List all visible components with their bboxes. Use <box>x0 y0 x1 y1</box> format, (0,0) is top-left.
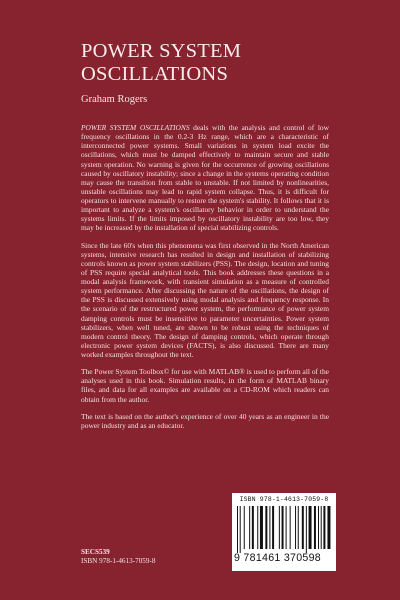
description-lead-title: POWER SYSTEM OSCILLATIONS <box>81 123 190 132</box>
barcode-bar <box>309 506 312 549</box>
barcode-bar <box>290 506 291 549</box>
barcode-bar <box>302 506 304 549</box>
description-paragraph-3: The Power System Toolbox© for use with MATLAB® is used to perform all of the analyses used in this book. Simulation results, in the form of MATLAB binary files, and data for all examples are available on a CD-ROM which readers can obtain from the author. <box>81 367 329 404</box>
barcode-bar <box>327 506 330 549</box>
barcode-bar <box>318 506 319 549</box>
barcode-isbn-label: ISBN 978-1-4613-7059-8 <box>239 496 329 503</box>
barcode-bar <box>237 506 238 553</box>
barcode-bar <box>257 506 258 549</box>
barcode-bar <box>321 506 322 549</box>
barcode-digits: 9 781461 370598 <box>234 552 321 564</box>
series-info <box>81 548 155 566</box>
barcode-bar <box>244 506 245 549</box>
barcode-bar <box>260 506 263 549</box>
description-paragraph-1 <box>81 123 329 233</box>
barcode-bars <box>237 506 332 553</box>
description-paragraph-4: The text is based on the author's experience of over 40 years as an engineer in the power industry and as an educator. <box>81 411 329 430</box>
barcode-bar <box>272 506 274 549</box>
barcode-bar <box>252 506 254 549</box>
barcode-bar <box>298 506 299 549</box>
barcode-bar <box>282 506 284 549</box>
description <box>81 123 329 438</box>
barcode-bar <box>240 506 241 553</box>
barcode-bar <box>295 506 296 549</box>
title-line-1: POWER SYSTEM <box>81 40 242 62</box>
barcode-bar <box>314 506 316 549</box>
barcode-bar <box>265 506 267 549</box>
description-paragraph-1-text: deals with the analysis and control of low frequency oscillations in the 0.2-3 Hz range, which are a characteristic of interconnected power systems. Small variations in system load excite the oscillations, which must be damped effectively to maintain secure and stable system operation. No warning is given for the occurrence of growing oscillations caused by oscillatory instability; since a change in the systems operating condition may cause the transition from stable to unstable. If not limited by nonlinearities, unstable oscillations may lead to rapid system collapse. Thus, it is difficult for operators to intervene manually to restore the system's stability. It follows that it is important to analyze a system's oscillatory behavior in order to understand the systems limits. If the limits imposed by oscillatory instability are too low, they may be increased by the installation of special stabilizing controls. <box>81 123 329 233</box>
title-line-2: OSCILLATIONS <box>81 63 229 85</box>
barcode-bar <box>323 506 325 549</box>
barcode-bar <box>269 506 270 549</box>
barcode-bar <box>286 506 287 549</box>
description-paragraph-2: Since the late 60's when this phenomena was first observed in the North American systems, intensive research has resulted in design and installation of stabilizing controls known as power system stabilizers (PSS). The design, location and tuning of PSS require special analytical tools. This book addresses these questions in a modal analysis framework, with transient simulation as a measure of controlled system performance. After discussing the nature of the oscillations, the design of the PSS is discussed extensively using modal analysis and frequency response. In the scenario of the restructured power system, the performance of power system damping controls must be insensitive to parameter uncertainties. Power system stabilizers, when well tuned, are shown to be robust using the techniques of modern control theory. The design of damping controls, which operate through electronic power system devices (FACTS), is also discussed. There are many worked examples throughout the text. <box>81 240 329 359</box>
barcode-bar <box>279 506 280 549</box>
series-isbn: ISBN 978-1-4613-7059-8 <box>81 557 156 565</box>
book-title <box>81 40 341 86</box>
barcode-bar <box>249 506 250 549</box>
isbn-barcode <box>232 493 336 571</box>
author-name: Graham Rogers <box>81 94 148 105</box>
barcode-bar <box>306 506 307 553</box>
series-code: SECS539 <box>81 548 110 556</box>
